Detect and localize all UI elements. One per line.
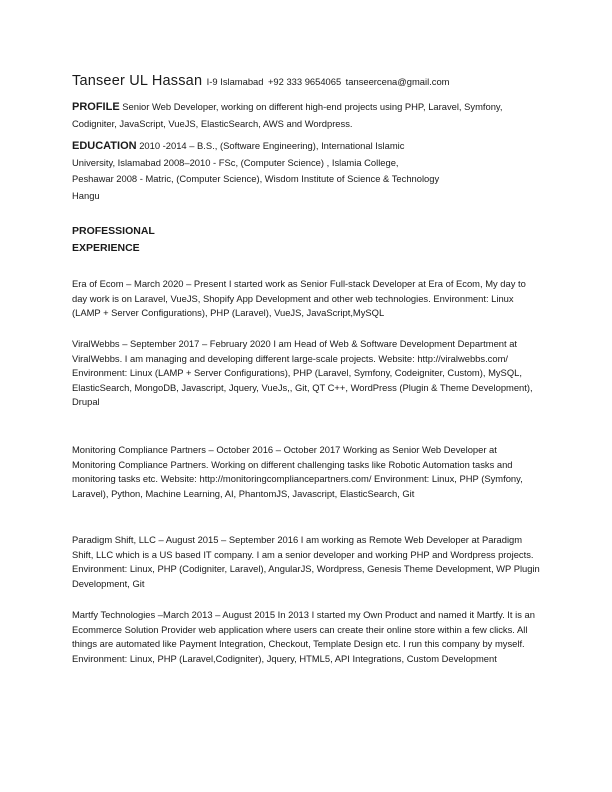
education-title: EDUCATION [72, 140, 137, 152]
candidate-name: Tanseer UL Hassan [72, 73, 203, 89]
email: tanseercena@gmail.com [345, 76, 450, 87]
education-section [72, 138, 442, 204]
profile-title: PROFILE [72, 101, 120, 113]
experience-title-line1: PROFESSIONAL [72, 225, 155, 237]
profile-section [72, 99, 542, 132]
job-entry: Martfy Technologies –March 2013 – August 2015 In 2013 I started my Own Product and named it Martfy. It is an Ecommerce Solution Provider web application where users can create their online store within a few clicks. All things are automated like Payment Integration, Checkout, Template Design etc. I run this company by myself. Environment: Linux, PHP (Laravel,Codigniter), Jquery, HTML5, API Integrations, Custom Development [72, 609, 535, 664]
job-entry: Era of Ecom – March 2020 – Present I started work as Senior Full-stack Developer at Era of Ecom, My day to day work is on Laravel, VueJS, Shopify App Development and other web technologies. Environment: Linux (LAMP + Server Configurations), PHP (Laravel), VueJS, JavaScript,MySQL [72, 278, 526, 319]
job-entry: ViralWebbs – September 2017 – February 2020 I am Head of Web & Software Development Department at ViralWebbs. I am managing and developing different large-scale projects. Website: http://viralwebbs.com/ Environment: Linux (LAMP + Server Configurations), PHP (Laravel, Symfony, Codeigniter, Custom), MySQL, ElasticSearch, MongoDB, Javascript, Jquery, VueJs,, Git, QT C++, WordPress (Plugin & Theme Development), Drupal [72, 338, 533, 408]
experience-title [72, 223, 272, 256]
phone: +92 333 9654065 [267, 76, 342, 87]
job-entry: Monitoring Compliance Partners – October 2016 – October 2017 Working as Senior Web Developer at Monitoring Compliance Partners. Working on different challenging tasks like Robotic Automation tasks and monitoring tasks etc. Website: http://monitoringcompliancepartners.com/ Environment: Linux, PHP (Symfony, Laravel), Python, Machine Learning, AI, PhantomJS, Javascript, ElasticSearch, Git [72, 444, 523, 499]
experience-title-line2: EXPERIENCE [72, 241, 140, 254]
job-entry: Paradigm Shift, LLC – August 2015 – September 2016 I am working as Remote Web Developer at Paradigm Shift, LLC which is a US based IT company. I am a senior developer and working PHP and Wordpress projects. Environment: Linux, PHP (Codigniter, Laravel), AngularJS, Wordpress, Genesis Theme Development, WP Plugin Development, Git [72, 534, 540, 589]
header [72, 72, 450, 90]
education-text: 2010 -2014 – B.S., (Software Engineering), International Islamic University, Islamabad 2008–2010 - FSc, (Computer Science) , Islamia College, Peshawar 2008 - Matric, (Computer Science), Wisdom Institute of Science & Technology Hangu [72, 140, 440, 201]
address: I-9 Islamabad [206, 76, 264, 87]
profile-text: Senior Web Developer, working on different high-end projects using PHP, Laravel, Symfony, Codigniter, JavaScript, VueJS, ElasticSearch, AWS and Wordpress. [72, 101, 503, 129]
